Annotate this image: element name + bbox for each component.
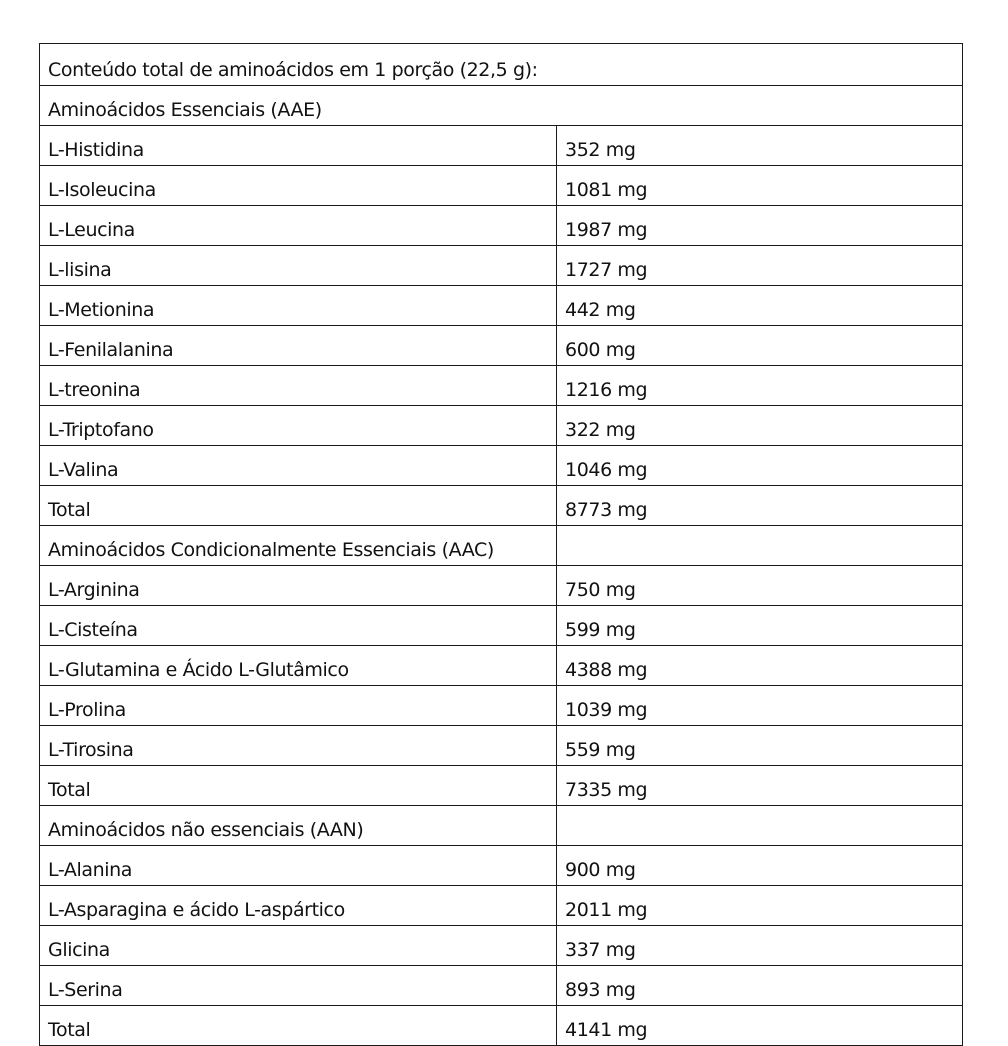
amino-acid-amount: 599 mg xyxy=(557,606,963,646)
amino-acid-name: Glicina xyxy=(40,926,557,966)
amino-acid-name: L-Isoleucina xyxy=(40,166,557,206)
amino-acid-name: L-Arginina xyxy=(40,566,557,606)
total-value: 4141 mg xyxy=(557,1006,963,1046)
amino-acid-amount: 322 mg xyxy=(557,406,963,446)
table-row xyxy=(40,286,963,326)
amino-acid-name: L-Valina xyxy=(40,446,557,486)
amino-acid-name: L-Prolina xyxy=(40,686,557,726)
table-title-row xyxy=(40,44,963,86)
table-row xyxy=(40,846,963,886)
table-row xyxy=(40,606,963,646)
section-heading-empty-cell xyxy=(557,806,963,846)
amino-acid-name: L-Cisteína xyxy=(40,606,557,646)
table-row xyxy=(40,366,963,406)
amino-acid-amount: 337 mg xyxy=(557,926,963,966)
table-row xyxy=(40,246,963,286)
section-heading-empty-cell xyxy=(557,526,963,566)
amino-acid-amount: 1727 mg xyxy=(557,246,963,286)
table-row xyxy=(40,566,963,606)
amino-acid-amount: 2011 mg xyxy=(557,886,963,926)
amino-acid-name: L-Fenilalanina xyxy=(40,326,557,366)
total-row-aae xyxy=(40,486,963,526)
table-row xyxy=(40,726,963,766)
amino-acid-amount: 600 mg xyxy=(557,326,963,366)
amino-acid-amount: 1081 mg xyxy=(557,166,963,206)
amino-acid-amount: 1216 mg xyxy=(557,366,963,406)
amino-acid-name: L-Tirosina xyxy=(40,726,557,766)
amino-acid-name: L-Histidina xyxy=(40,126,557,166)
amino-acid-amount: 1987 mg xyxy=(557,206,963,246)
table-row xyxy=(40,406,963,446)
amino-acid-amount: 559 mg xyxy=(557,726,963,766)
total-row-aan xyxy=(40,1006,963,1046)
amino-acid-amount: 900 mg xyxy=(557,846,963,886)
table-row xyxy=(40,686,963,726)
table-row xyxy=(40,166,963,206)
table-row xyxy=(40,646,963,686)
amino-acid-amount: 1039 mg xyxy=(557,686,963,726)
table-row xyxy=(40,206,963,246)
amino-acid-name: L-Triptofano xyxy=(40,406,557,446)
section-heading-row-aae xyxy=(40,86,963,126)
total-value: 8773 mg xyxy=(557,486,963,526)
amino-acid-name: L-treonina xyxy=(40,366,557,406)
section-heading-aae: Aminoácidos Essenciais (AAE) xyxy=(40,86,963,126)
total-label: Total xyxy=(40,766,557,806)
table-row xyxy=(40,886,963,926)
table-row xyxy=(40,126,963,166)
total-label: Total xyxy=(40,486,557,526)
table-row xyxy=(40,926,963,966)
amino-acid-name: L-Glutamina e Ácido L-Glutâmico xyxy=(40,646,557,686)
section-heading-row-aan xyxy=(40,806,963,846)
amino-acid-name: L-Asparagina e ácido L-aspártico xyxy=(40,886,557,926)
amino-acid-amount: 4388 mg xyxy=(557,646,963,686)
amino-acid-name: L-lisina xyxy=(40,246,557,286)
amino-acid-name: L-Metionina xyxy=(40,286,557,326)
section-heading-aan: Aminoácidos não essenciais (AAN) xyxy=(40,806,557,846)
amino-acid-table xyxy=(39,43,963,1046)
amino-acid-amount: 750 mg xyxy=(557,566,963,606)
total-value: 7335 mg xyxy=(557,766,963,806)
table-row xyxy=(40,966,963,1006)
amino-acid-amount: 1046 mg xyxy=(557,446,963,486)
amino-acid-amount: 442 mg xyxy=(557,286,963,326)
table-title: Conteúdo total de aminoácidos em 1 porção (22,5 g): xyxy=(40,44,963,86)
table-row xyxy=(40,446,963,486)
amino-acid-name: L-Alanina xyxy=(40,846,557,886)
amino-acid-name: L-Serina xyxy=(40,966,557,1006)
total-label: Total xyxy=(40,1006,557,1046)
amino-acid-name: L-Leucina xyxy=(40,206,557,246)
amino-acid-amount: 352 mg xyxy=(557,126,963,166)
amino-acid-table-container xyxy=(39,43,962,1046)
amino-acid-amount: 893 mg xyxy=(557,966,963,1006)
section-heading-row-aac xyxy=(40,526,963,566)
table-row xyxy=(40,326,963,366)
section-heading-aac: Aminoácidos Condicionalmente Essenciais (AAC) xyxy=(40,526,557,566)
total-row-aac xyxy=(40,766,963,806)
